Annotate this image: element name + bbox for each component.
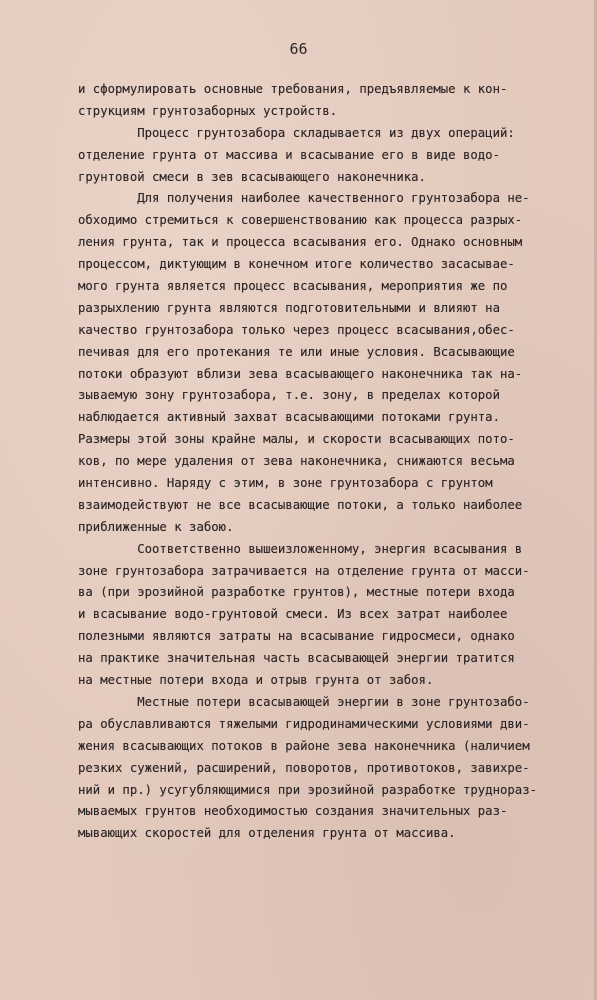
text-line: ков, по мере удаления от зева наконечника, снижаются весьма xyxy=(78,454,515,469)
text-line: на местные потери входа и отрыв грунта от забоя. xyxy=(78,673,434,688)
text-line: жения всасывающих потоков в районе зева наконечника (наличием xyxy=(78,738,530,753)
text-line: потоки образуют вблизи зева всасывающего наконечника так на- xyxy=(78,366,523,381)
text-line: мого грунта является процесс всасывания, мероприятия же по xyxy=(78,279,508,294)
text-line: наблюдается активный захват всасывающими потоками грунта. xyxy=(78,410,500,425)
text-line: и сформулировать основные требования, предъявляемые к кон- xyxy=(78,82,508,96)
text-line: взаимодействуют не все всасывающие потоки, а только наиболее xyxy=(78,497,523,512)
text-line: приближенные к забою. xyxy=(78,519,234,534)
text-line: интенсивно. Наряду с этим, в зоне грунтозабора с грунтом xyxy=(78,476,493,491)
text-line: Для получения наиболее качественного грунтозабора не- xyxy=(78,191,530,206)
text-line: Процесс грунтозабора складывается из двух операций: xyxy=(78,125,515,140)
text-line: ления грунта, так и процесса всасывания его. Однако основным xyxy=(78,235,523,250)
text-line: ра обуславливаются тяжелыми гидродинамическими условиями дви- xyxy=(78,716,530,731)
text-line: отделение грунта от массива и всасывание его в виде водо- xyxy=(78,147,500,162)
text-line: Соответственно вышеизложенному, энергия всасывания в xyxy=(78,541,523,556)
text-line: обходимо стремиться к совершенствованию как процесса разрых- xyxy=(78,213,523,228)
text-line: мываемых грунтов необходимостью создания значительных раз- xyxy=(78,804,508,819)
text-line: и всасывание водо-грунтовой смеси. Из всех затрат наиболее xyxy=(78,607,508,622)
text-line: разрыхлению грунта являются подготовительными и влияют на xyxy=(78,300,500,315)
text-line: ний и пр.) усугубляющимися при эрозийной разработке труднораз- xyxy=(78,782,538,797)
text-line: печивая для его протекания те или иные условия. Всасывающие xyxy=(78,344,515,359)
text-line: на практике значительная часть всасывающей энергии тратится xyxy=(78,651,515,666)
page-number: 66 xyxy=(289,40,308,58)
body-text xyxy=(78,79,597,845)
text-line: ва (при эрозийной разработке грунтов), местные потери входа xyxy=(78,585,515,600)
text-line: зываемую зону грунтозабора, т.е. зону, в пределах которой xyxy=(78,388,500,403)
text-line: Размеры этой зоны крайне малы, и скорости всасывающих пото- xyxy=(78,432,515,447)
text-line: Местные потери всасывающей энергии в зоне грунтозабо- xyxy=(78,694,530,709)
text-line: зоне грунтозабора затрачивается на отделение грунта от масси- xyxy=(78,563,530,578)
text-line: полезными являются затраты на всасывание гидросмеси, однако xyxy=(78,629,515,644)
text-line: резких сужений, расширений, поворотов, противотоков, завихре- xyxy=(78,760,530,775)
text-line: мывающих скоростей для отделения грунта от массива. xyxy=(78,826,456,841)
text-line: процессом, диктующим в конечном итоге количество засасывае- xyxy=(78,257,515,272)
text-line: струкциям грунтозаборных устройств. xyxy=(78,103,338,118)
text-line: грунтовой смеси в зев всасывающего наконечника. xyxy=(78,169,426,184)
text-line: качество грунтозабора только через процесс всасывания,обес- xyxy=(78,322,515,337)
